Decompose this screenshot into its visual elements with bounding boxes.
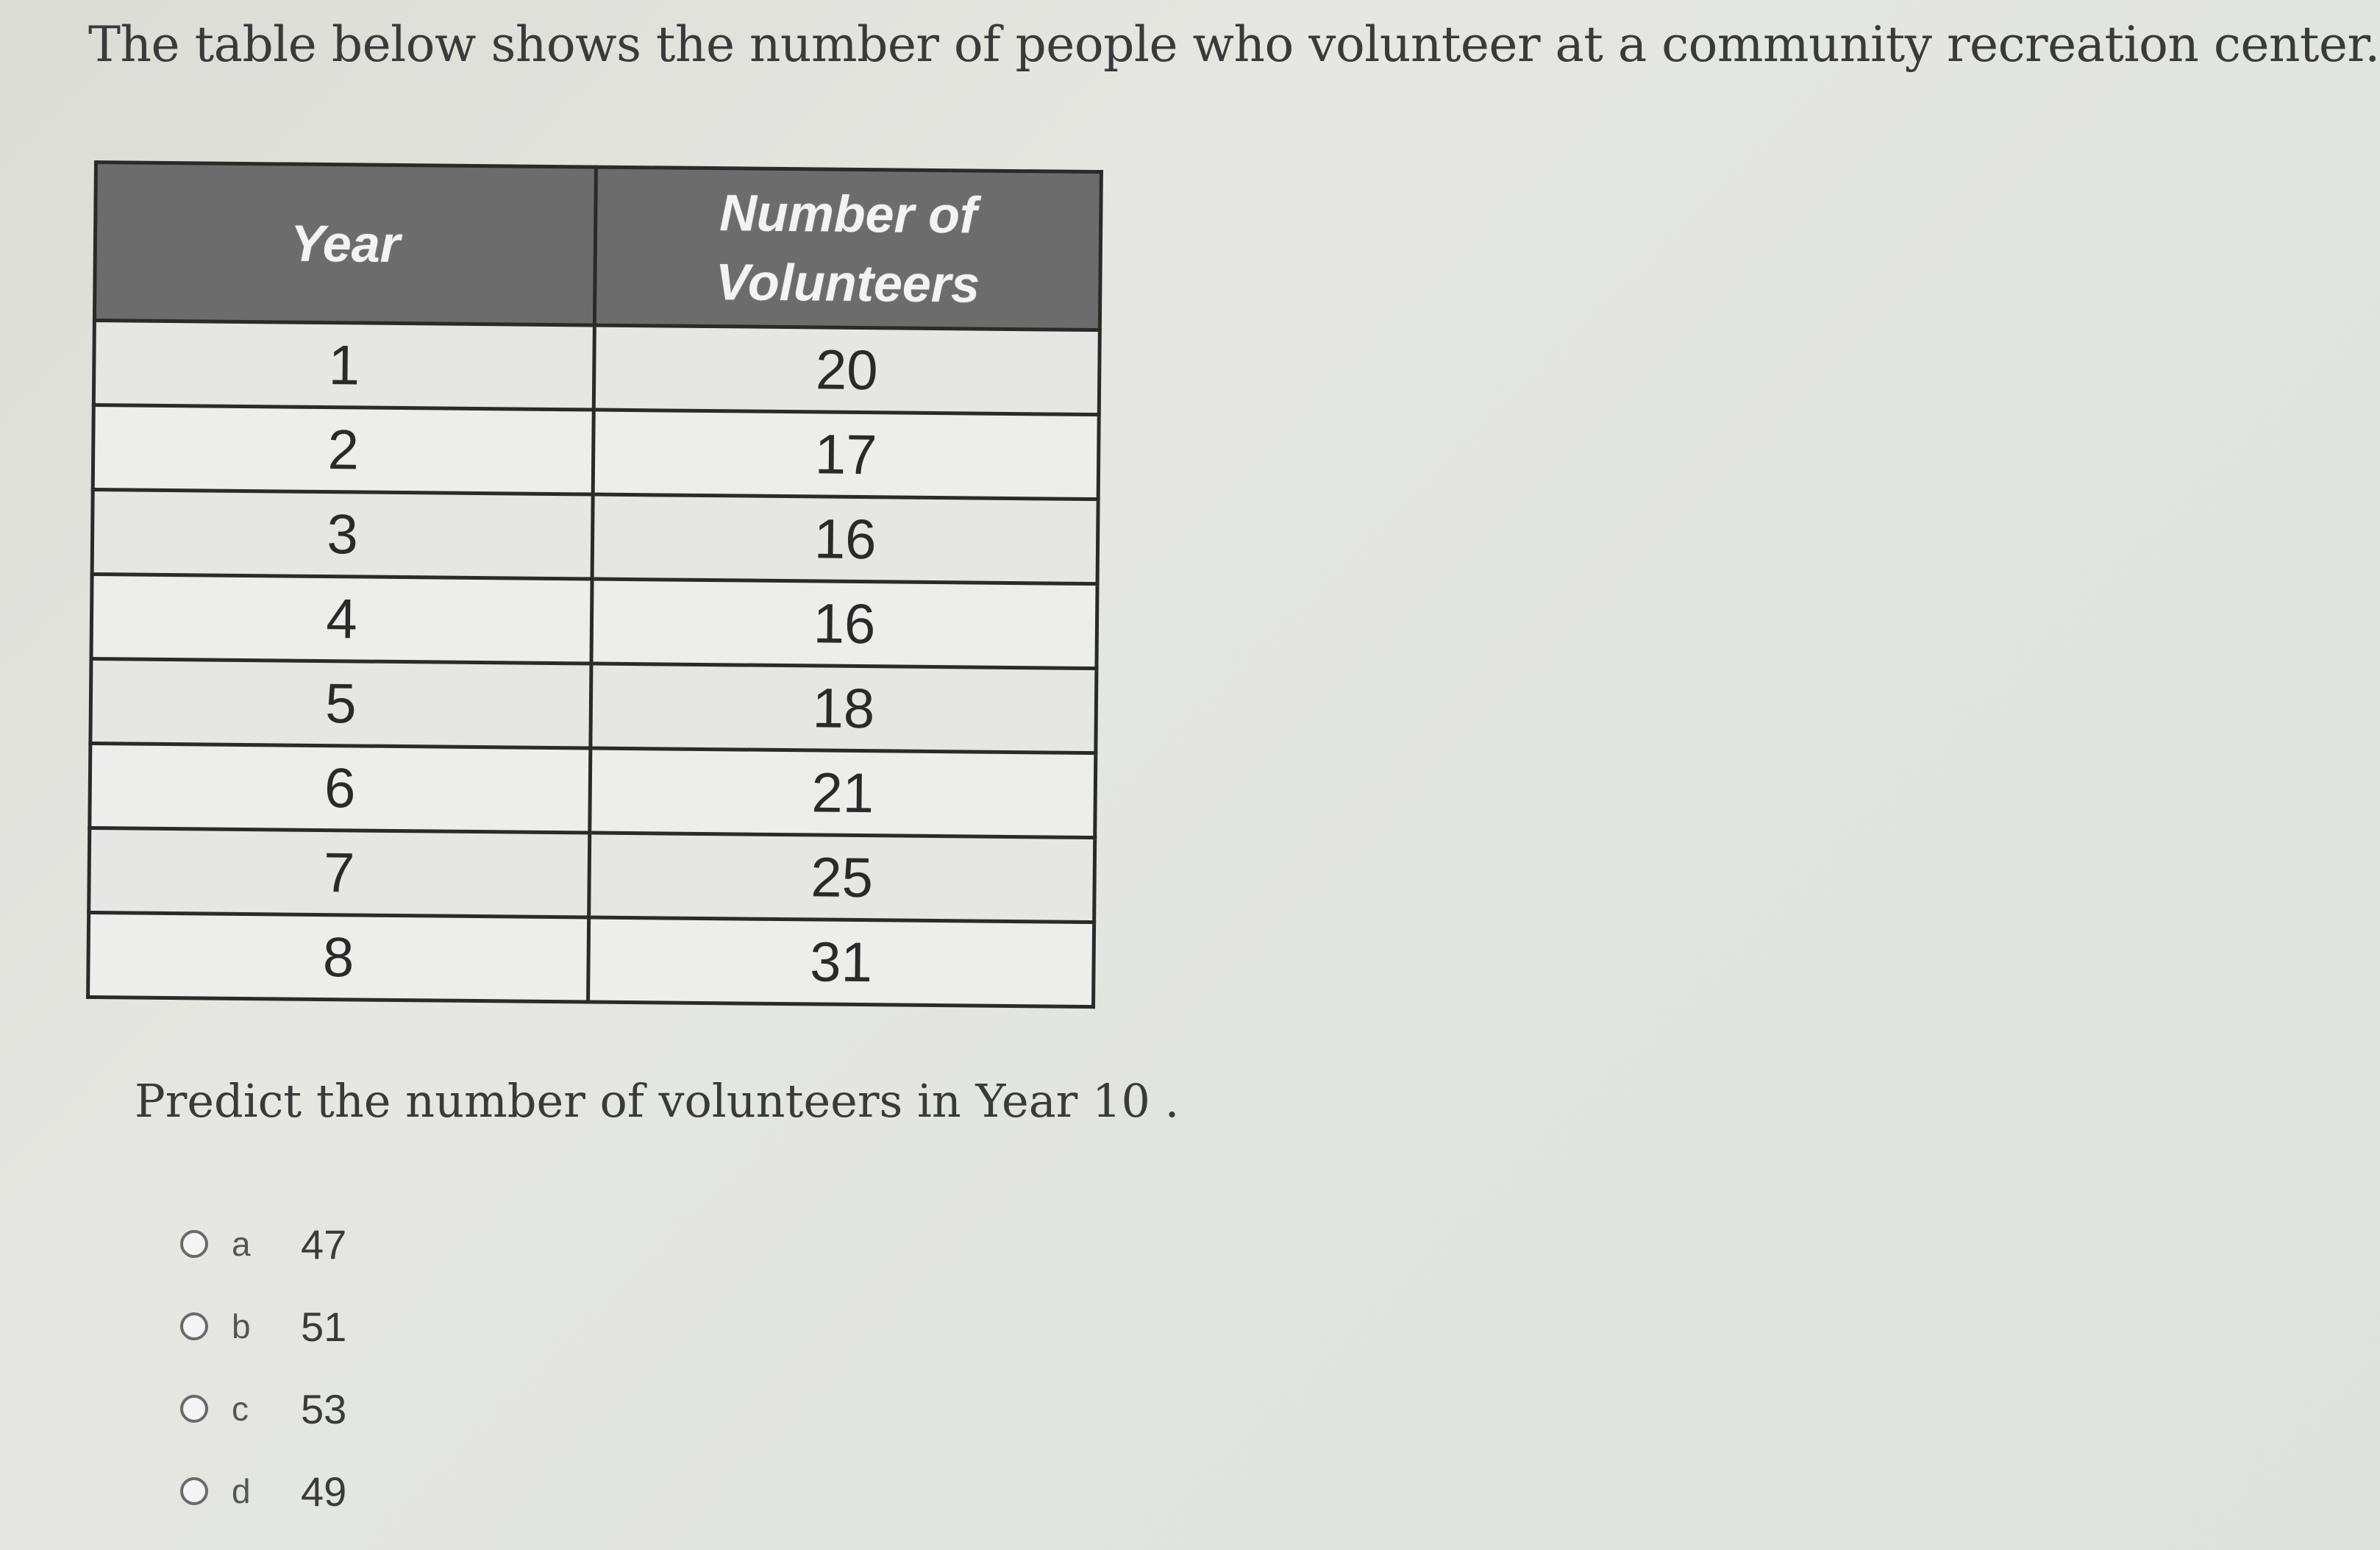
year-cell: 2 [93,405,594,495]
header-year: Year [94,163,596,326]
table-row [88,912,1094,1006]
volunteers-table-container [86,160,1103,1009]
year-cell: 7 [89,828,590,917]
volunteers-cell: 20 [594,325,1100,415]
volunteers-cell: 16 [592,494,1098,584]
table-row [93,405,1099,500]
table-row [90,658,1097,753]
table-row [90,743,1096,837]
prediction-prompt: Predict the number of volunteers in Year 10 . [135,1074,1180,1128]
option-value: 51 [301,1303,347,1350]
radio-button-icon[interactable] [180,1230,208,1258]
option-letter: a [232,1225,251,1263]
option-letter: c [232,1390,249,1428]
year-cell: 3 [92,490,593,580]
answer-option-a[interactable] [180,1203,346,1285]
volunteers-cell: 17 [593,410,1099,500]
header-number-of-volunteers: Number of Volunteers [594,167,1101,330]
table-row [93,321,1100,415]
year-cell: 5 [90,658,591,748]
volunteers-cell: 21 [590,748,1096,838]
option-value: 49 [301,1468,347,1515]
year-cell: 8 [88,912,589,1002]
option-value: 53 [301,1385,347,1432]
radio-button-icon[interactable] [180,1312,208,1340]
table-row [92,490,1098,584]
volunteers-cell: 18 [591,664,1097,753]
year-cell: 6 [90,743,591,833]
table-row [91,574,1097,668]
option-letter: d [232,1472,251,1510]
volunteers-cell: 31 [588,917,1094,1007]
answer-option-b[interactable] [180,1285,346,1368]
option-letter: b [232,1307,251,1345]
question-text: The table below shows the number of people who volunteer at a community recreation center. [88,16,2380,73]
table-row [89,828,1095,922]
table-header-row [94,163,1101,330]
year-cell: 4 [91,574,592,664]
answer-options [180,1203,346,1532]
volunteers-cell: 16 [591,579,1097,669]
radio-button-icon[interactable] [180,1477,208,1505]
volunteers-cell: 25 [589,833,1095,922]
answer-option-d[interactable] [180,1450,346,1532]
option-value: 47 [301,1220,347,1268]
answer-option-c[interactable] [180,1368,346,1450]
radio-button-icon[interactable] [180,1395,208,1423]
volunteers-table [86,160,1103,1009]
year-cell: 1 [93,321,594,410]
